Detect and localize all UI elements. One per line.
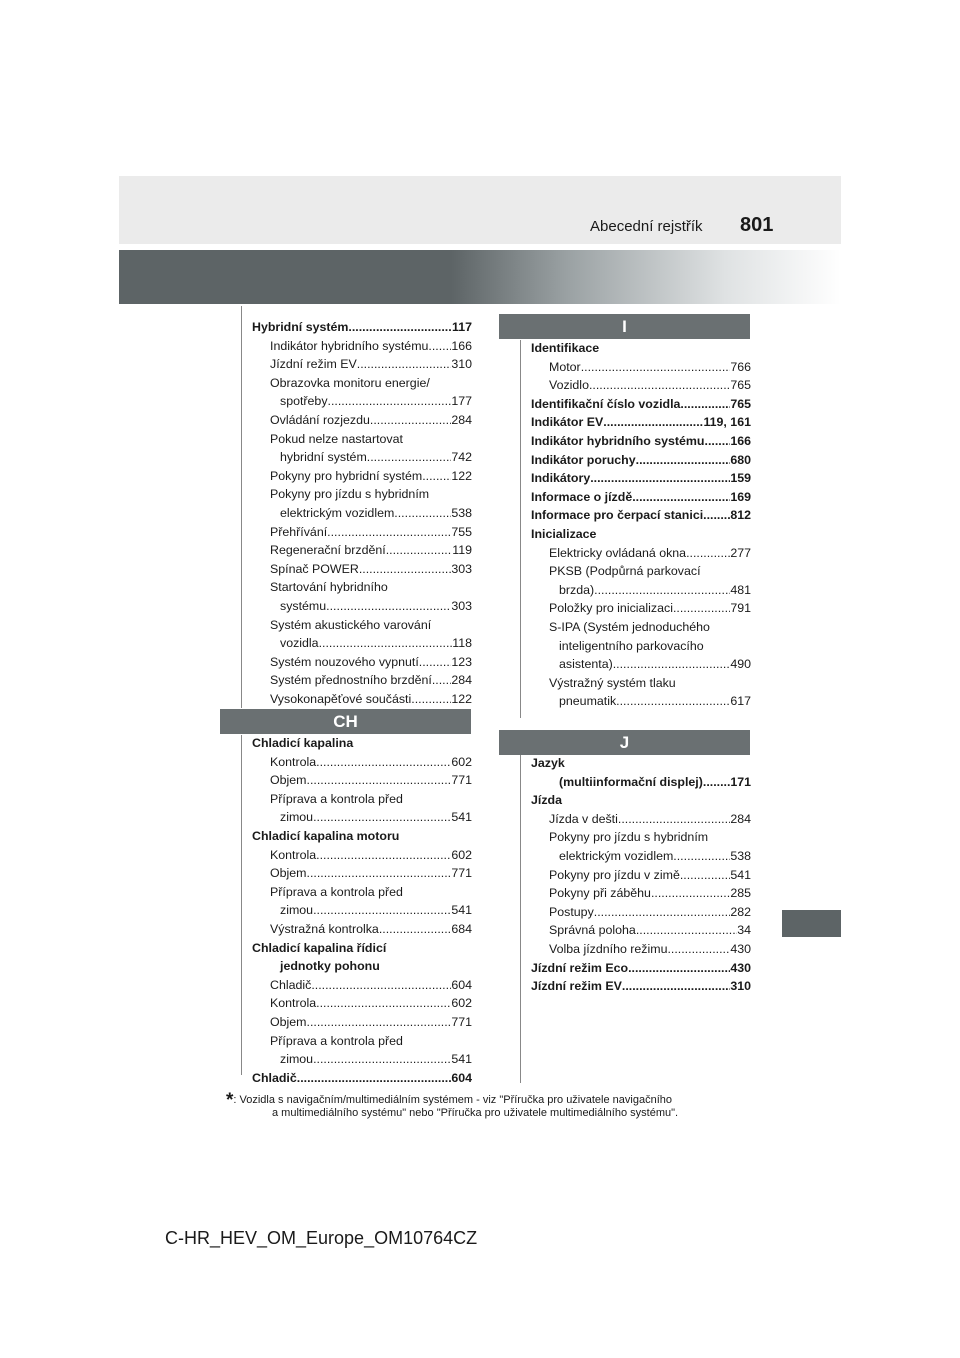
dot-leader (686, 544, 730, 563)
entry-page-number: 541 (730, 867, 751, 882)
dot-leader (370, 411, 451, 430)
entry-page-number: 602 (451, 847, 472, 862)
entry-page-number: 117 (452, 320, 472, 334)
index-i-entry (531, 544, 751, 563)
index-h-entry (252, 541, 472, 560)
dot-leader (603, 413, 703, 432)
dot-leader (680, 866, 730, 885)
section-thumb-tab (782, 910, 841, 937)
entry-term: pneumatik (559, 694, 617, 709)
entry-term: Systém nouzového vypnutí (270, 654, 419, 669)
dot-leader (379, 920, 452, 939)
entry-page-number: 541 (451, 903, 472, 918)
index-h-entry (252, 653, 472, 672)
entry-term: Obrazovka monitoru energie/ (270, 375, 430, 390)
dot-leader (422, 467, 451, 486)
entry-term: Vysokonapěťové součásti (270, 691, 412, 706)
index-h-entry (252, 523, 472, 542)
index-i-entry (531, 413, 751, 432)
entry-page-number: 282 (730, 904, 751, 919)
index-h-entry (252, 485, 472, 504)
index-h-entry (252, 690, 472, 709)
dot-leader (667, 940, 730, 959)
entry-term: Jazyk (531, 756, 565, 770)
index-i-entry (531, 562, 751, 581)
entry-page-number: 277 (730, 545, 751, 560)
entry-term: Systém přednostního brzdění (270, 673, 432, 688)
entry-term: zimou (280, 903, 314, 918)
entry-term: Jízdní režim Eco (531, 960, 629, 975)
index-ch-entry (252, 771, 472, 790)
entry-term: Inicializace (531, 526, 597, 541)
entry-term: Kontrola (270, 996, 317, 1011)
index-ch-entry (252, 1032, 472, 1051)
dot-leader (313, 901, 451, 920)
index-h-entry (252, 560, 472, 579)
index-j-entry (531, 921, 751, 940)
entry-term: Příprava a kontrola před (270, 884, 403, 899)
index-i-entry (531, 637, 751, 656)
entry-page-number: 177 (451, 394, 472, 409)
dot-leader (673, 599, 730, 618)
entry-term: Objem (270, 1014, 307, 1029)
entry-page-number: 119, 161 (703, 415, 751, 430)
entry-page-number: 284 (451, 412, 472, 427)
index-i-entry (531, 674, 751, 693)
footnote-line-2: a multimediálního systému" nebo "Příručka pro uživatele multimediálního systému". (272, 1107, 679, 1119)
entry-term: Jízdní režim EV (531, 979, 622, 994)
entry-term: elektrickým vozidlem (280, 505, 395, 520)
entry-page-number: 171 (730, 774, 751, 789)
entry-term: Správná poloha (549, 923, 636, 938)
entry-page-number: 541 (451, 1052, 472, 1067)
entry-page-number: 118 (452, 636, 472, 651)
index-column-i (531, 339, 751, 711)
entry-term: Příprava a kontrola před (270, 791, 403, 806)
header-background (119, 176, 841, 244)
dot-leader (628, 959, 730, 978)
dot-leader (622, 977, 730, 996)
entry-term: Výstražný systém tlaku (549, 675, 676, 690)
entry-page-number: 791 (730, 601, 751, 616)
dot-leader (411, 690, 451, 709)
dot-leader (348, 318, 452, 337)
entry-term: Indikátor poruchy (531, 452, 636, 467)
dot-leader (386, 541, 453, 560)
entry-term: Informace o jízdě (531, 489, 633, 504)
entry-term: Chladicí kapalina motoru (252, 828, 400, 843)
index-h-entry (252, 448, 472, 467)
entry-term: Položky pro inicializaci (549, 601, 673, 616)
entry-term: Postupy (549, 904, 594, 919)
entry-page-number: 119 (452, 543, 472, 558)
entry-page-number: 617 (730, 694, 751, 709)
entry-term: Přehřívání (270, 524, 328, 539)
section-heading-ch: CH (220, 709, 471, 734)
index-h-entry (252, 616, 472, 635)
column-divider-mid-bottom (520, 753, 521, 1083)
dot-leader (313, 808, 451, 827)
index-column-j (531, 754, 751, 996)
entry-page-number: 602 (451, 754, 472, 769)
index-j-entry (531, 940, 751, 959)
entry-term: Spínač POWER (270, 561, 359, 576)
entry-term: Startování hybridního (270, 580, 388, 595)
index-ch-entry (252, 976, 472, 995)
index-i-entry (531, 655, 751, 674)
entry-term: Systém akustického varování (270, 617, 432, 632)
index-h-entry (252, 467, 472, 486)
entry-term: inteligentního parkovacího (559, 638, 704, 653)
entry-term: Motor (549, 359, 581, 374)
entry-term: Příprava a kontrola před (270, 1033, 403, 1048)
dot-leader (316, 994, 451, 1013)
footnote-star: * (226, 1090, 234, 1111)
index-ch-entry (252, 846, 472, 865)
dot-leader (594, 903, 731, 922)
dot-leader (357, 355, 452, 374)
index-ch-entry (252, 920, 472, 939)
entry-page-number: 538 (451, 505, 472, 520)
dot-leader (581, 358, 731, 377)
entry-page-number: 765 (730, 396, 751, 411)
entry-page-number: 771 (451, 866, 472, 881)
index-j-entry (531, 866, 751, 885)
index-ch-entry (252, 827, 472, 846)
dot-leader (636, 921, 737, 940)
index-j-entry (531, 977, 751, 996)
entry-page-number: 771 (451, 1014, 472, 1029)
entry-term: Elektricky ovládaná okna (549, 545, 687, 560)
index-j-entry (531, 810, 751, 829)
index-h-entry (252, 671, 472, 690)
entry-page-number: 742 (451, 450, 472, 465)
entry-term: jednotky pohonu (280, 959, 380, 974)
entry-page-number: 771 (451, 773, 472, 788)
dot-leader (297, 1069, 452, 1088)
dot-leader (673, 847, 730, 866)
entry-term: S-IPA (Systém jednoduchého (549, 619, 710, 634)
section-heading-j: J (499, 730, 750, 755)
entry-page-number: 541 (451, 810, 472, 825)
dot-leader (590, 469, 730, 488)
index-i-entry (531, 339, 751, 358)
entry-term: Identifikační číslo vozidla (531, 396, 681, 411)
index-ch-entry (252, 790, 472, 809)
entry-page-number: 481 (730, 582, 751, 597)
entry-page-number: 310 (730, 979, 751, 994)
entry-term: Jízda v dešti (549, 811, 618, 826)
dot-leader (311, 976, 451, 995)
dot-leader (632, 488, 730, 507)
index-ch-entry (252, 901, 472, 920)
index-h-entry (252, 578, 472, 597)
entry-term: Výstražná kontrolka (270, 921, 379, 936)
entry-term: Kontrola (270, 847, 317, 862)
entry-page-number: 602 (451, 996, 472, 1011)
entry-term: vozidla (280, 636, 319, 651)
dot-leader (307, 771, 452, 790)
entry-term: Identifikace (531, 341, 600, 355)
entry-term: Jízdní režim EV (270, 357, 357, 372)
footnote-line-1: : Vozidla s navigačním/multimediálním systémem - viz "Příručka pro uživatele navigačního (233, 1094, 672, 1106)
entry-term: Vozidlo (549, 378, 589, 393)
index-i-entry (531, 376, 751, 395)
entry-term: Chladič (252, 1070, 297, 1085)
dot-leader (428, 337, 451, 356)
index-ch-entry (252, 1050, 472, 1069)
column-divider-left-top (241, 306, 242, 708)
entry-page-number: 122 (451, 691, 472, 706)
entry-term: Regenerační brzdění (270, 543, 386, 558)
entry-term: Chladič (270, 977, 312, 992)
column-divider-mid-top (520, 340, 521, 718)
index-j-entry (531, 903, 751, 922)
index-i-entry (531, 692, 751, 711)
dot-leader (618, 810, 730, 829)
column-divider-left-bottom (241, 735, 242, 1075)
footnote (226, 1090, 756, 1120)
dot-leader (705, 432, 731, 451)
dot-leader (419, 653, 452, 672)
entry-page-number: 604 (451, 977, 472, 992)
entry-term: Indikátory (531, 471, 591, 486)
entry-page-number: 34 (737, 923, 751, 938)
page-number: 801 (740, 214, 774, 236)
index-i-entry (531, 506, 751, 525)
index-ch-entry (252, 753, 472, 772)
index-ch-entry (252, 734, 472, 753)
entry-term: Chladicí kapalina (252, 736, 354, 750)
entry-term: Pokyny pro jízdu v zimě (549, 867, 680, 882)
entry-term: (multiinformační displej) (559, 774, 703, 789)
index-i-entry (531, 581, 751, 600)
index-h-entry (252, 411, 472, 430)
index-h-entry (252, 634, 472, 653)
entry-term: Ovládání rozjezdu (270, 412, 370, 427)
entry-term: Pokyny pro hybridní systém (270, 468, 423, 483)
index-j-entry (531, 847, 751, 866)
entry-page-number: 680 (730, 452, 751, 467)
entry-term: Objem (270, 773, 307, 788)
dot-leader (328, 392, 452, 411)
index-i-entry (531, 432, 751, 451)
index-ch-entry (252, 1069, 472, 1088)
index-h-entry (252, 374, 472, 393)
index-j-entry (531, 754, 751, 773)
index-ch-entry (252, 1013, 472, 1032)
entry-term: elektrickým vozidlem (559, 848, 674, 863)
index-j-entry (531, 884, 751, 903)
dot-leader (703, 773, 730, 792)
entry-term: Indikátor hybridního systému (270, 338, 429, 353)
index-i-entry (531, 469, 751, 488)
dot-leader (432, 671, 451, 690)
index-h-entry (252, 430, 472, 449)
dot-leader (367, 448, 452, 467)
index-ch-entry (252, 939, 472, 958)
entry-term: Indikátor EV (531, 415, 604, 430)
entry-page-number: 159 (730, 471, 751, 486)
index-h-entry (252, 504, 472, 523)
index-i-entry (531, 358, 751, 377)
entry-term: Objem (270, 866, 307, 881)
dot-leader (307, 1013, 452, 1032)
entry-term: Volba jízdního režimu (549, 941, 668, 956)
entry-term: zimou (280, 810, 314, 825)
entry-page-number: 284 (451, 673, 472, 688)
entry-page-number: 766 (730, 359, 751, 374)
entry-term: systému (280, 598, 327, 613)
dot-leader (313, 1050, 451, 1069)
entry-term: PKSB (Podpůrná parkovací (549, 564, 701, 579)
index-i-entry (531, 395, 751, 414)
entry-term: Chladicí kapalina řídicí (252, 940, 387, 955)
dot-leader (319, 634, 453, 653)
entry-page-number: 169 (730, 489, 751, 504)
entry-page-number: 430 (730, 941, 751, 956)
entry-page-number: 166 (730, 433, 751, 448)
entry-term: Pokud nelze nastartovat (270, 431, 403, 446)
dot-leader (359, 560, 451, 579)
dot-leader (326, 597, 451, 616)
entry-page-number: 765 (730, 378, 751, 393)
index-h-entry (252, 392, 472, 411)
dot-leader (394, 504, 451, 523)
entry-page-number: 123 (451, 654, 472, 669)
entry-page-number: 430 (730, 960, 751, 975)
entry-term: zimou (280, 1052, 314, 1067)
dot-leader (651, 884, 730, 903)
entry-term: Pokyny při záběhu (549, 886, 651, 901)
dot-leader (307, 864, 452, 883)
entry-term: Informace pro čerpací stanici (531, 508, 704, 523)
index-i-entry (531, 599, 751, 618)
dot-leader (703, 506, 730, 525)
entry-term: spotřeby (280, 394, 328, 409)
index-h-entry (252, 597, 472, 616)
entry-term: Kontrola (270, 754, 317, 769)
dot-leader (616, 692, 730, 711)
entry-page-number: 490 (730, 657, 751, 672)
entry-page-number: 310 (451, 357, 472, 372)
entry-term: asistenta) (559, 657, 613, 672)
index-i-entry (531, 525, 751, 544)
index-ch-entry (252, 883, 472, 902)
entry-term: hybridní systém (280, 450, 367, 465)
section-heading-i: I (499, 314, 750, 339)
entry-term: brzda) (559, 582, 595, 597)
entry-page-number: 284 (730, 811, 751, 826)
dot-leader (613, 655, 731, 674)
index-j-entry (531, 959, 751, 978)
index-column-ch (252, 734, 472, 1087)
dot-leader (327, 523, 451, 542)
entry-page-number: 303 (451, 598, 472, 613)
index-i-entry (531, 618, 751, 637)
entry-term: Indikátor hybridního systému (531, 433, 705, 448)
index-ch-entry (252, 957, 472, 976)
index-h-entry (252, 337, 472, 356)
dot-leader (316, 753, 451, 772)
entry-term: Pokyny pro jízdu s hybridním (549, 830, 709, 845)
index-i-entry (531, 488, 751, 507)
entry-page-number: 604 (451, 1070, 472, 1085)
index-j-entry (531, 791, 751, 810)
index-j-entry (531, 773, 751, 792)
entry-page-number: 303 (451, 561, 472, 576)
entry-page-number: 684 (451, 921, 472, 936)
index-h-entry (252, 355, 472, 374)
entry-term: Jízda (531, 793, 562, 808)
index-j-entry (531, 828, 751, 847)
dot-leader (636, 451, 731, 470)
entry-term: Pokyny pro jízdu s hybridním (270, 487, 430, 502)
dot-leader (589, 376, 730, 395)
index-column-h (252, 318, 472, 708)
entry-page-number: 285 (730, 886, 751, 901)
header-gradient-bar (119, 250, 841, 304)
dot-leader (594, 581, 730, 600)
document-code: C-HR_HEV_OM_Europe_OM10764CZ (165, 1228, 478, 1248)
entry-page-number: 812 (730, 508, 751, 523)
index-h-entry (252, 318, 472, 337)
index-ch-entry (252, 808, 472, 827)
dot-leader (316, 846, 451, 865)
entry-page-number: 122 (451, 468, 472, 483)
index-i-entry (531, 451, 751, 470)
index-ch-entry (252, 864, 472, 883)
entry-term: Hybridní systém (252, 320, 349, 334)
entry-page-number: 166 (451, 338, 472, 353)
entry-page-number: 538 (730, 848, 751, 863)
entry-page-number: 755 (451, 524, 472, 539)
page-title: Abecední rejstřík (590, 218, 703, 235)
index-ch-entry (252, 994, 472, 1013)
dot-leader (680, 395, 730, 414)
